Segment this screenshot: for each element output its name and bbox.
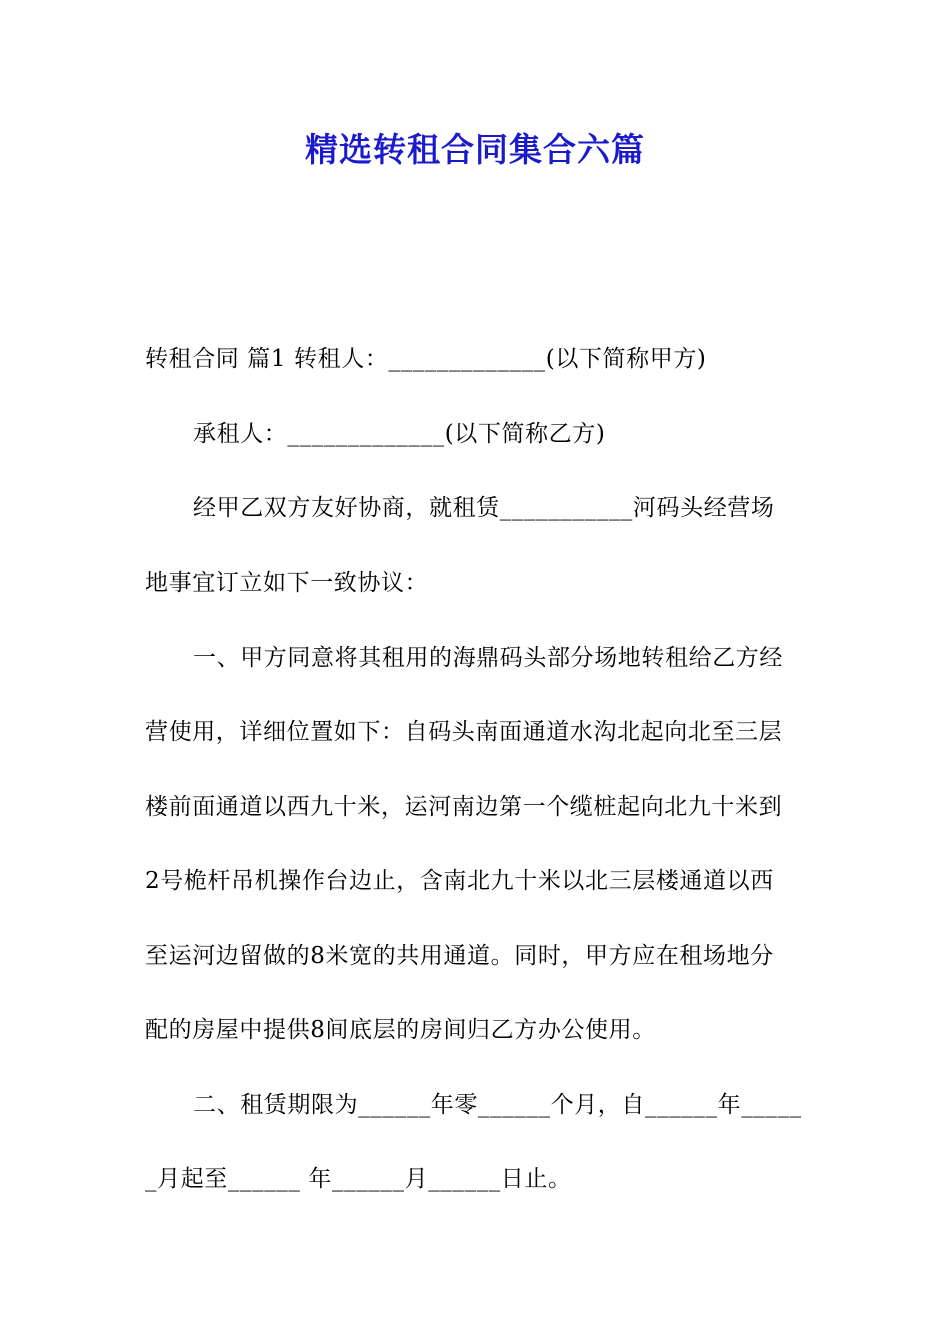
paragraph-line-12: _月起至______ 年______月______日止。 [145,1166,572,1192]
paragraph-line-6: 营使用，详细位置如下：自码头南面通道水沟北起向北至三层 [145,719,783,745]
paragraph-line-1: 转租合同 篇1 转租人：_____________(以下简称甲方) [145,346,707,372]
paragraph-line-11: 二、租赁期限为______年零______个月，自______年_____ [193,1092,802,1118]
paragraph-line-7: 楼前面通道以西九十米，运河南边第一个缆桩起向北九十米到 [145,794,783,820]
paragraph-line-10: 配的房屋中提供8间底层的房间归乙方办公使用。 [145,1017,656,1043]
paragraph-line-3: 经甲乙双方友好协商，就租赁___________河码头经营场 [193,495,775,521]
paragraph-line-4: 地事宜订立如下一致协议： [145,570,429,596]
document-title: 精选转租合同集合六篇 [305,130,645,169]
paragraph-line-9: 至运河边留做的8米宽的共用通道。同时，甲方应在租场地分 [145,943,774,969]
paragraph-line-8: 2号桅杆吊机操作台边止，含南北九十米以北三层楼通道以西 [145,868,774,894]
paragraph-line-5: 一、甲方同意将其租用的海鼎码头部分场地转租给乙方经 [193,645,783,671]
paragraph-line-2: 承租人：_____________(以下简称乙方) [193,421,606,447]
